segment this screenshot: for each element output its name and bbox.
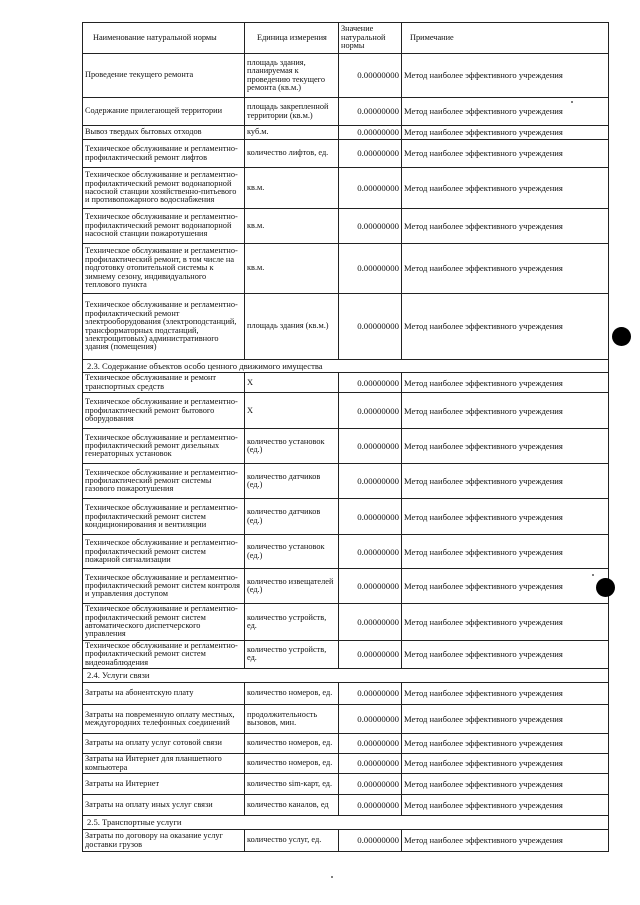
header-name: Наименование натуральной нормы	[83, 23, 245, 54]
cell-unit: площадь закрепленной территории (кв.м.)	[245, 98, 339, 126]
cell-note: Метод наиболее эффективного учреждения	[402, 126, 609, 140]
cell-name: Затраты на Интернет	[83, 774, 245, 795]
cell-name: Техническое обслуживание и регламентно-профилактический ремонт систем видеонаблюдения	[83, 640, 245, 668]
cell-note: Метод наиболее эффективного учреждения	[402, 168, 609, 209]
cell-unit: количество номеров, ед.	[245, 754, 339, 774]
cell-unit: количество установок (ед.)	[245, 429, 339, 464]
table-row	[83, 373, 609, 393]
cell-unit: куб.м.	[245, 126, 339, 140]
cell-unit: количество sim-карт, ед.	[245, 774, 339, 795]
punch-hole	[596, 578, 615, 597]
cell-name: Техническое обслуживание и регламентно-профилактический ремонт бытового оборудования	[83, 393, 245, 429]
cell-note: Метод наиболее эффективного учреждения	[402, 754, 609, 774]
table-body	[83, 54, 609, 852]
cell-value: 0.00000000	[339, 54, 402, 98]
table-row	[83, 754, 609, 774]
cell-name: Техническое обслуживание и регламентно-профилактический ремонт систем автоматического диспетчерского управления	[83, 604, 245, 641]
table-row	[83, 795, 609, 816]
cell-name: Техническое обслуживание и регламентно-профилактический ремонт систем контроля и управления доступом	[83, 569, 245, 604]
cell-name: Техническое обслуживание и регламентно-профилактический ремонт электрооборудования (электроподстанций, трансформаторных подстанций, электрощитовых) административного здания (помещения)	[83, 294, 245, 360]
header-value: Значение натуральной нормы	[339, 23, 402, 54]
cell-value: 0.00000000	[339, 774, 402, 795]
cell-value: 0.00000000	[339, 429, 402, 464]
table-row	[83, 464, 609, 499]
table-row	[83, 830, 609, 852]
section-title: 2.4. Услуги связи	[83, 669, 609, 683]
cell-unit: Х	[245, 373, 339, 393]
cell-unit: площадь здания, планируемая к проведению текущего ремонта (кв.м.)	[245, 54, 339, 98]
cell-note: Метод наиболее эффективного учреждения	[402, 429, 609, 464]
cell-value: 0.00000000	[339, 499, 402, 535]
cell-unit: количество номеров, ед.	[245, 734, 339, 754]
cell-value: 0.00000000	[339, 683, 402, 705]
cell-unit: количество установок (ед.)	[245, 535, 339, 569]
cell-value: 0.00000000	[339, 393, 402, 429]
cell-note: Метод наиболее эффективного учреждения	[402, 604, 609, 641]
header-note: Примечание	[402, 23, 609, 54]
cell-unit: количество устройств, ед.	[245, 604, 339, 641]
cell-note: Метод наиболее эффективного учреждения	[402, 683, 609, 705]
cell-note: Метод наиболее эффективного учреждения	[402, 244, 609, 294]
cell-note: Метод наиболее эффективного учреждения	[402, 464, 609, 499]
table-row	[83, 244, 609, 294]
cell-value: 0.00000000	[339, 373, 402, 393]
cell-name: Техническое обслуживание и регламентно-профилактический ремонт водонапорной насосной станции хозяйственно-питьевого и противопожарного водоснабжения	[83, 168, 245, 209]
cell-name: Проведение текущего ремонта	[83, 54, 245, 98]
cell-note: Метод наиболее эффективного учреждения	[402, 734, 609, 754]
cell-value: 0.00000000	[339, 830, 402, 852]
table-row	[83, 499, 609, 535]
cell-unit: количество извещателей (ед.)	[245, 569, 339, 604]
cell-name: Содержание прилегающей территории	[83, 98, 245, 126]
cell-name: Техническое обслуживание и регламентно-профилактический ремонт дизельных генераторных установок	[83, 429, 245, 464]
table-row	[83, 126, 609, 140]
table-row	[83, 294, 609, 360]
section-row	[83, 669, 609, 683]
punch-hole	[612, 327, 631, 346]
table-row	[83, 168, 609, 209]
cell-value: 0.00000000	[339, 209, 402, 244]
cell-unit: количество датчиков (ед.)	[245, 464, 339, 499]
cell-value: 0.00000000	[339, 569, 402, 604]
cell-name: Затраты на повременную оплату местных, междугородних телефонных соединений	[83, 705, 245, 734]
table-row	[83, 640, 609, 668]
norms-table	[82, 22, 609, 852]
table-row	[83, 429, 609, 464]
section-row	[83, 816, 609, 830]
cell-name: Техническое обслуживание и регламентно-профилактический ремонт системы газового пожаротушения	[83, 464, 245, 499]
cell-name: Техническое обслуживание и регламентно-профилактический ремонт, в том числе на подготовку отопительной системы к зимнему сезону, индивидуального теплового пункта	[83, 244, 245, 294]
cell-note: Метод наиболее эффективного учреждения	[402, 499, 609, 535]
table-row	[83, 54, 609, 98]
cell-name: Вывоз твердых бытовых отходов	[83, 126, 245, 140]
table-row	[83, 604, 609, 641]
cell-unit: количество услуг, ед.	[245, 830, 339, 852]
scan-speck	[571, 101, 573, 103]
cell-unit: количество лифтов, ед.	[245, 140, 339, 168]
cell-note: Метод наиболее эффективного учреждения	[402, 569, 609, 604]
cell-note: Метод наиболее эффективного учреждения	[402, 98, 609, 126]
cell-unit: продолжительность вызовов, мин.	[245, 705, 339, 734]
cell-name: Техническое обслуживание и регламентно-профилактический ремонт лифтов	[83, 140, 245, 168]
cell-note: Метод наиболее эффективного учреждения	[402, 795, 609, 816]
cell-note: Метод наиболее эффективного учреждения	[402, 294, 609, 360]
cell-value: 0.00000000	[339, 795, 402, 816]
cell-note: Метод наиболее эффективного учреждения	[402, 140, 609, 168]
cell-name: Затраты на оплату услуг сотовой связи	[83, 734, 245, 754]
cell-value: 0.00000000	[339, 640, 402, 668]
cell-name: Затраты по договору на оказание услуг доставки грузов	[83, 830, 245, 852]
cell-note: Метод наиболее эффективного учреждения	[402, 705, 609, 734]
table-header-row	[83, 23, 609, 54]
scan-speck	[592, 574, 594, 576]
cell-note: Метод наиболее эффективного учреждения	[402, 830, 609, 852]
table-row	[83, 683, 609, 705]
table-row	[83, 98, 609, 126]
section-title: 2.5. Транспортные услуги	[83, 816, 609, 830]
cell-value: 0.00000000	[339, 168, 402, 209]
header-unit: Единица измерения	[245, 23, 339, 54]
section-title: 2.3. Содержание объектов особо ценного движимого имущества	[83, 360, 609, 373]
cell-note: Метод наиболее эффективного учреждения	[402, 373, 609, 393]
cell-note: Метод наиболее эффективного учреждения	[402, 393, 609, 429]
cell-value: 0.00000000	[339, 705, 402, 734]
document-page	[82, 22, 608, 852]
cell-note: Метод наиболее эффективного учреждения	[402, 209, 609, 244]
cell-value: 0.00000000	[339, 754, 402, 774]
cell-unit: кв.м.	[245, 168, 339, 209]
cell-note: Метод наиболее эффективного учреждения	[402, 774, 609, 795]
cell-note: Метод наиболее эффективного учреждения	[402, 54, 609, 98]
cell-unit: Х	[245, 393, 339, 429]
table-row	[83, 140, 609, 168]
cell-value: 0.00000000	[339, 98, 402, 126]
cell-value: 0.00000000	[339, 294, 402, 360]
cell-name: Техническое обслуживание и ремонт транспортных средств	[83, 373, 245, 393]
cell-note: Метод наиболее эффективного учреждения	[402, 535, 609, 569]
cell-unit: количество номеров, ед.	[245, 683, 339, 705]
cell-unit: кв.м.	[245, 244, 339, 294]
cell-unit: количество датчиков (ед.)	[245, 499, 339, 535]
table-row	[83, 209, 609, 244]
table-row	[83, 569, 609, 604]
cell-name: Затраты на абонентскую плату	[83, 683, 245, 705]
cell-unit: кв.м.	[245, 209, 339, 244]
cell-unit: площадь здания (кв.м.)	[245, 294, 339, 360]
cell-unit: количество каналов, ед	[245, 795, 339, 816]
scan-speck	[331, 876, 333, 878]
table-row	[83, 734, 609, 754]
cell-name: Затраты на Интернет для планшетного компьютера	[83, 754, 245, 774]
table-row	[83, 535, 609, 569]
cell-unit: количество устройств, ед.	[245, 640, 339, 668]
table-row	[83, 393, 609, 429]
section-row	[83, 360, 609, 373]
table-row	[83, 774, 609, 795]
table-row	[83, 705, 609, 734]
cell-value: 0.00000000	[339, 535, 402, 569]
cell-value: 0.00000000	[339, 126, 402, 140]
cell-value: 0.00000000	[339, 140, 402, 168]
cell-name: Техническое обслуживание и регламентно-профилактический ремонт водонапорной насосной станции пожаротушения	[83, 209, 245, 244]
cell-value: 0.00000000	[339, 464, 402, 499]
cell-value: 0.00000000	[339, 734, 402, 754]
cell-name: Техническое обслуживание и регламентно-профилактический ремонт систем пожарной сигнализации	[83, 535, 245, 569]
cell-name: Затраты на оплату иных услуг связи	[83, 795, 245, 816]
cell-value: 0.00000000	[339, 604, 402, 641]
cell-note: Метод наиболее эффективного учреждения	[402, 640, 609, 668]
cell-value: 0.00000000	[339, 244, 402, 294]
cell-name: Техническое обслуживание и регламентно-профилактический ремонт систем кондиционирования и вентиляции	[83, 499, 245, 535]
